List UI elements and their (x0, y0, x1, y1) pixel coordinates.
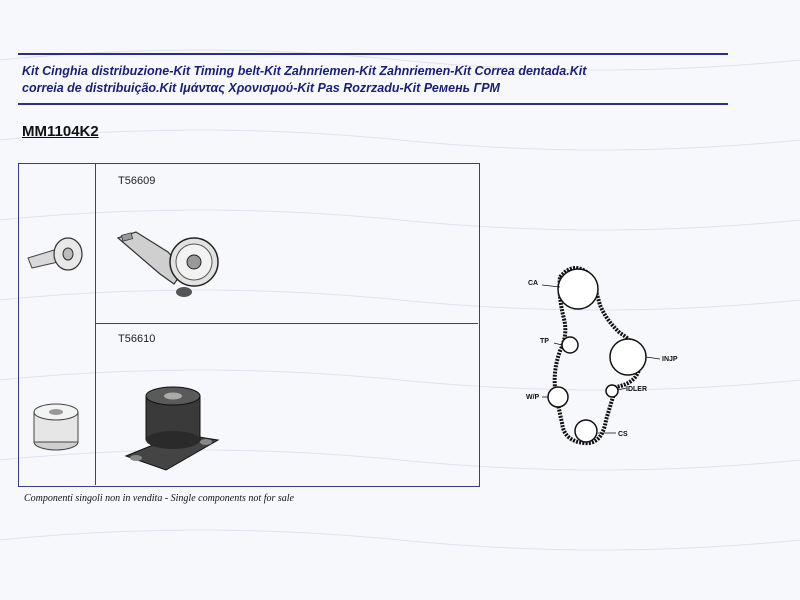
table-row-divider (95, 323, 478, 324)
component-ref-1: T56609 (118, 175, 156, 187)
header-bottom-rule (18, 103, 728, 105)
label-cs: CS (618, 431, 628, 438)
label-tp: TP (540, 338, 549, 345)
kit-description-line-2: correia de distribuição.Kit Ιμάντας Χρονισμού-Kit Pas Rozrzadu-Kit Ремень ГРМ (22, 81, 500, 95)
kit-code: MM1104K2 (22, 123, 99, 140)
tensioner-thumbnail-icon (24, 232, 88, 276)
component-ref-2: T56610 (118, 333, 156, 345)
idler-pulley (606, 385, 618, 397)
label-wp: W/P (526, 394, 540, 401)
crankshaft-pulley (575, 420, 597, 442)
label-idler: IDLER (626, 386, 647, 393)
header-top-rule (18, 53, 728, 55)
idler-thumbnail-icon (30, 398, 82, 454)
tensioner-pulley (562, 337, 578, 353)
components-table (18, 163, 480, 487)
idler-pulley-icon (122, 378, 222, 478)
footnote: Componenti singoli non in vendita - Single components not for sale (24, 493, 294, 504)
injection-pump-pulley (610, 339, 646, 375)
label-ca: CA (528, 280, 539, 287)
tensioner-pulley-icon (112, 222, 222, 302)
table-column-divider (95, 163, 96, 485)
belt-routing-diagram (520, 255, 700, 460)
camshaft-pulley (558, 269, 598, 309)
water-pump-pulley (548, 387, 568, 407)
label-injp: INJP (662, 356, 678, 363)
kit-description (22, 63, 727, 97)
kit-description-line-1: Kit Cinghia distribuzione-Kit Timing belt-Kit Zahnriemen-Kit Zahnriemen-Kit Correa dentada.Kit (22, 64, 587, 78)
